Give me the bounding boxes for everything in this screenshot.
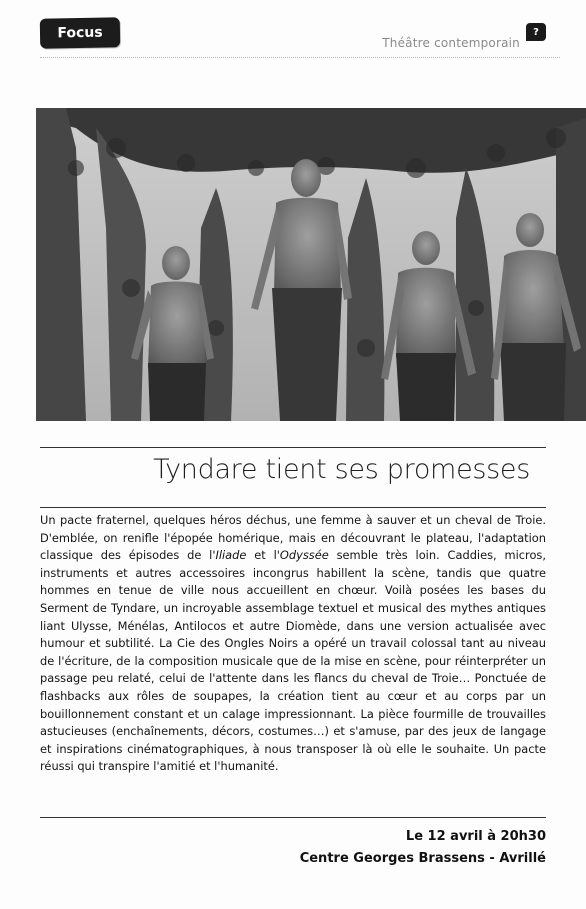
article-paragraph	[40, 512, 546, 776]
title-rule-bottom	[40, 507, 546, 508]
performers-photo	[36, 108, 586, 421]
header-divider	[40, 57, 560, 58]
page-marker-badge: ?	[526, 23, 546, 41]
section-label: Théâtre contemporain	[382, 36, 520, 50]
title-rule-top	[40, 447, 546, 448]
work-title-odyssee: Odyssée	[279, 548, 329, 563]
article-body	[40, 512, 546, 776]
work-title-iliade: Iliade	[215, 548, 247, 563]
article-end-rule	[40, 817, 546, 818]
event-info	[300, 826, 546, 870]
body-segment-2: et l'	[246, 548, 280, 563]
article-title: Tyndare tient ses promesses	[153, 454, 530, 485]
photo-four-performers-icon	[36, 108, 586, 421]
focus-badge	[40, 17, 121, 48]
event-venue: Centre Georges Brassens - Avrillé	[299, 851, 546, 866]
body-segment-3: semble très loin. Caddies, micros, instruments et autres accessoires incongrus habillent la scène, tandis que quatre hommes en tenue de ville nous accueillent en chœur. Voilà posées les bases du Serment de Tyndare, un incroyable assemblage textuel et musical des mythes antiques liant Ulysse, Ménélas, Antilocos et autre Diomède, dans une version actualisée avec humour et subtilité. La Cie des Ongles Noirs a opéré un travail colossal tant au niveau de l'écriture, de la composition musicale que de la mise en scène, pour réinterpréter un passage peu relaté, celui de l'attente dans les flancs du cheval de Troie… Ponctuée de flashbacks aux rôles de soupapes, la création tient au cœur et au corps par un bouillonnement constant et un calage impressionnant. La pièce fourmille de trouvailles astucieuses (enchaînements, décors, costumes…) et s'amuse, par des jeux de langage et inspirations cinématographiques, à nous transposer là où elle le souhaite. Un pacte réussi qui transpire l'amitié et l'humanité.	[40, 548, 546, 774]
body-segment-1: Un pacte fraternel, quelques héros déchus, une femme à sauver et un cheval de Troie. D'emblée, on renifle l'épopée homérique, mais en découvrant le plateau, l'adaptation classique des épisodes de l'	[40, 513, 546, 563]
event-date: Le 12 avril à 20h30	[405, 829, 546, 844]
focus-badge-label: Focus	[57, 24, 103, 42]
